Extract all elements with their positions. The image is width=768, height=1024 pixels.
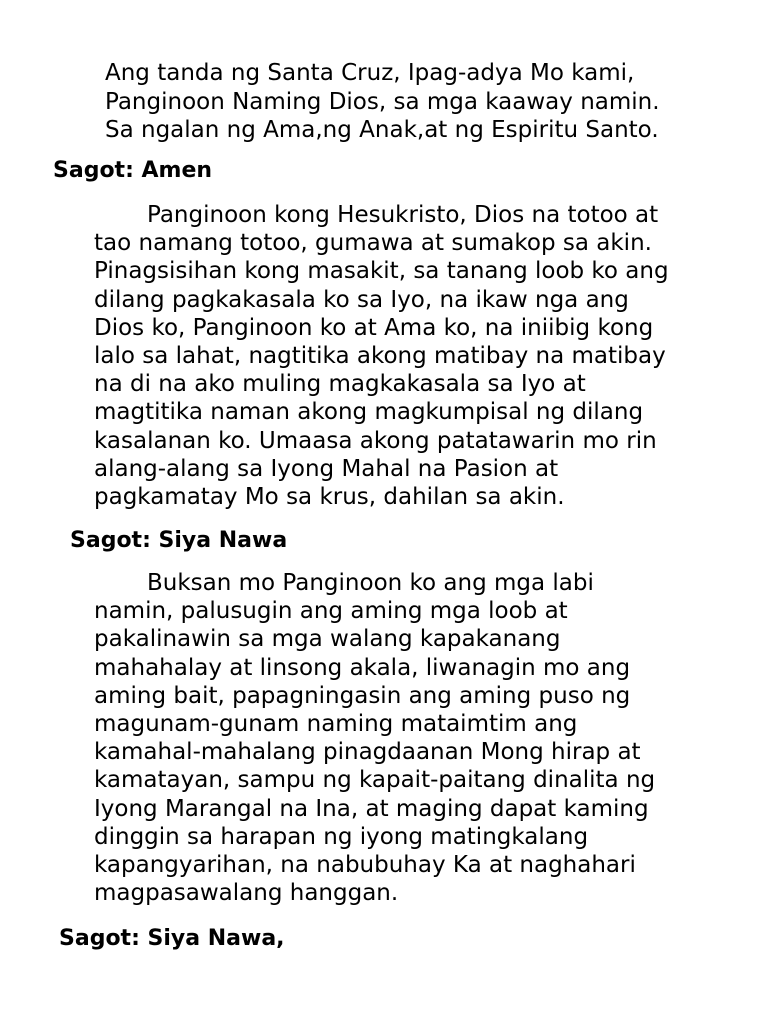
text-line: magpasawalang hanggan. — [94, 880, 399, 907]
text-line: Sa ngalan ng Ama,ng Anak,at ng Espiritu Santo. — [105, 117, 659, 143]
opening-sign-of-cross — [105, 59, 660, 145]
prayer-of-contrition — [94, 201, 669, 511]
text-line: Panginoon Naming Dios, sa mga kaaway namin. — [105, 88, 660, 115]
text-line: Buksan mo Panginoon ko ang mga labi — [147, 570, 594, 596]
response-siya-nawa-final: Sagot: Siya Nawa, — [59, 926, 285, 951]
text-line: kapangyarihan, na nabubuhay Ka at naghahari — [94, 852, 636, 879]
text-line: tao namang totoo, gumawa at sumakop sa akin. — [94, 230, 652, 257]
text-line: na di na ako muling magkakasala sa Iyo at — [94, 371, 586, 398]
text-line: Dios ko, Panginoon ko at Ama ko, na iniibig kong — [94, 314, 654, 341]
text-line: dilang pagkakasala ko sa Iyo, na ikaw nga ang — [94, 286, 629, 313]
text-line: pagkamatay Mo sa krus, dahilan sa akin. — [94, 484, 565, 511]
text-line: Iyong Marangal na Ina, at maging dapat kaming — [94, 795, 649, 822]
text-line: aming bait, papagningasin ang aming puso ng — [94, 682, 631, 709]
text-line: namin, palusugin ang aming mga loob at — [94, 598, 568, 625]
text-line: kamahal-mahalang pinagdaanan Mong hirap at — [94, 739, 641, 766]
text-line: pakalinawin sa mga walang kapakanang — [94, 626, 561, 653]
text-line: magunam-gunam naming mataimtim ang — [94, 711, 578, 738]
response-amen: Sagot: Amen — [53, 158, 213, 183]
text-line: magtitika naman akong magkumpisal ng dilang — [94, 399, 644, 426]
text-line: kasalanan ko. Umaasa akong patatawarin mo rin — [94, 427, 657, 454]
text-line: kamatayan, sampu ng kapait-paitang dinalita ng — [94, 767, 656, 794]
text-line: lalo sa lahat, nagtitika akong matibay na matibay — [94, 343, 666, 370]
prayer-opening-lips — [94, 569, 655, 907]
text-line: alang-alang sa Iyong Mahal na Pasion at — [94, 455, 559, 482]
response-siya-nawa: Sagot: Siya Nawa — [70, 528, 288, 553]
text-line: mahahalay at linsong akala, liwanagin mo ang — [94, 654, 631, 681]
text-line: dinggin sa harapan ng iyong matingkalang — [94, 823, 589, 850]
text-line: Panginoon kong Hesukristo, Dios na totoo at — [147, 202, 659, 228]
text-line: Pinagsisihan kong masakit, sa tanang loob ko ang — [94, 258, 669, 285]
text-line: Ang tanda ng Santa Cruz, Ipag-adya Mo kami, — [105, 60, 635, 86]
